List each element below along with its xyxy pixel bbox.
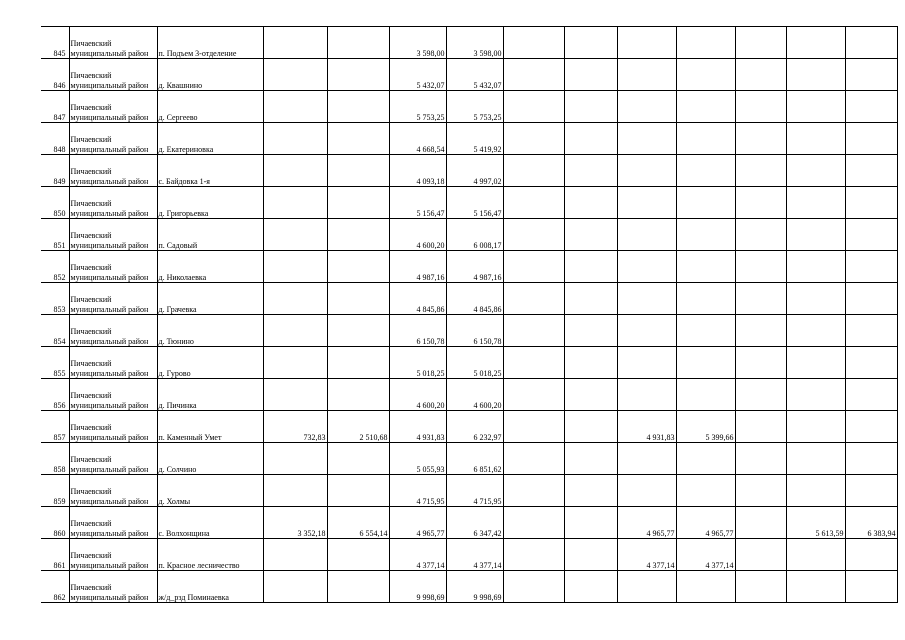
value-cell-12	[735, 475, 786, 507]
row-number: 853	[41, 283, 69, 315]
value-cell-10	[617, 571, 676, 603]
value-cell-9	[564, 219, 617, 251]
value-cell-12	[735, 347, 786, 379]
value-cell-4	[263, 251, 327, 283]
table-row	[41, 411, 897, 443]
value-cell-14	[845, 251, 897, 283]
value-cell-14	[845, 27, 897, 59]
value-cell-8	[503, 27, 564, 59]
value-cell-13	[786, 475, 845, 507]
row-number: 859	[41, 475, 69, 507]
district-cell: Пичаевский муниципальный район	[69, 347, 157, 379]
value-cell-5	[327, 347, 389, 379]
value-cell-6: 4 965,77	[389, 507, 446, 539]
value-cell-11: 4 377,14	[676, 539, 735, 571]
value-cell-6: 4 600,20	[389, 219, 446, 251]
value-cell-6: 3 598,00	[389, 27, 446, 59]
value-cell-14	[845, 59, 897, 91]
settlement-cell: д. Николаевка	[157, 251, 263, 283]
value-cell-10	[617, 347, 676, 379]
value-cell-10	[617, 475, 676, 507]
settlement-cell: п. Каменный Умет	[157, 411, 263, 443]
table-row	[41, 539, 897, 571]
value-cell-13	[786, 187, 845, 219]
value-cell-8	[503, 123, 564, 155]
value-cell-8	[503, 411, 564, 443]
value-cell-10	[617, 251, 676, 283]
value-cell-11	[676, 347, 735, 379]
value-cell-6: 5 753,25	[389, 91, 446, 123]
district-cell: Пичаевский муниципальный район	[69, 219, 157, 251]
value-cell-6: 4 600,20	[389, 379, 446, 411]
district-cell: Пичаевский муниципальный район	[69, 507, 157, 539]
row-number: 849	[41, 155, 69, 187]
value-cell-13	[786, 283, 845, 315]
value-cell-13	[786, 539, 845, 571]
value-cell-7: 6 851,62	[446, 443, 503, 475]
value-cell-14	[845, 283, 897, 315]
settlement-cell: п. Садовый	[157, 219, 263, 251]
value-cell-14	[845, 571, 897, 603]
value-cell-10: 4 377,14	[617, 539, 676, 571]
value-cell-13	[786, 59, 845, 91]
table-row	[41, 155, 897, 187]
value-cell-10	[617, 219, 676, 251]
value-cell-14	[845, 347, 897, 379]
value-cell-13	[786, 571, 845, 603]
table-row	[41, 443, 897, 475]
table-row	[41, 315, 897, 347]
value-cell-7: 5 753,25	[446, 91, 503, 123]
value-cell-7: 5 432,07	[446, 59, 503, 91]
value-cell-4: 732,83	[263, 411, 327, 443]
settlement-cell: с. Байдовка 1-я	[157, 155, 263, 187]
value-cell-4	[263, 571, 327, 603]
value-cell-4	[263, 219, 327, 251]
value-cell-13	[786, 379, 845, 411]
value-cell-8	[503, 443, 564, 475]
value-cell-5	[327, 91, 389, 123]
value-cell-10	[617, 283, 676, 315]
value-cell-13	[786, 347, 845, 379]
value-cell-12	[735, 123, 786, 155]
value-cell-11	[676, 475, 735, 507]
value-cell-5	[327, 539, 389, 571]
value-cell-13	[786, 155, 845, 187]
value-cell-10	[617, 187, 676, 219]
value-cell-5	[327, 251, 389, 283]
value-cell-5	[327, 219, 389, 251]
value-cell-12	[735, 251, 786, 283]
district-cell: Пичаевский муниципальный район	[69, 283, 157, 315]
table-row	[41, 91, 897, 123]
value-cell-8	[503, 315, 564, 347]
value-cell-9	[564, 539, 617, 571]
value-cell-9	[564, 155, 617, 187]
value-cell-5	[327, 155, 389, 187]
value-cell-13	[786, 411, 845, 443]
value-cell-4	[263, 379, 327, 411]
value-cell-5	[327, 379, 389, 411]
value-cell-6: 5 156,47	[389, 187, 446, 219]
value-cell-5	[327, 123, 389, 155]
value-cell-5	[327, 59, 389, 91]
value-cell-4	[263, 27, 327, 59]
value-cell-12	[735, 27, 786, 59]
value-cell-14	[845, 315, 897, 347]
value-cell-9	[564, 283, 617, 315]
value-cell-11	[676, 123, 735, 155]
value-cell-8	[503, 91, 564, 123]
settlement-cell: с. Волхонщина	[157, 507, 263, 539]
value-cell-11	[676, 187, 735, 219]
value-cell-5	[327, 27, 389, 59]
row-number: 857	[41, 411, 69, 443]
value-cell-9	[564, 475, 617, 507]
district-cell: Пичаевский муниципальный район	[69, 379, 157, 411]
value-cell-14	[845, 187, 897, 219]
value-cell-7: 5 156,47	[446, 187, 503, 219]
value-cell-8	[503, 571, 564, 603]
row-number: 862	[41, 571, 69, 603]
value-cell-9	[564, 411, 617, 443]
value-cell-5	[327, 187, 389, 219]
value-cell-10	[617, 91, 676, 123]
settlement-cell: д. Гурово	[157, 347, 263, 379]
value-cell-13	[786, 251, 845, 283]
value-cell-8	[503, 539, 564, 571]
settlement-cell: п. Подъем 3-отделение	[157, 27, 263, 59]
value-cell-9	[564, 347, 617, 379]
value-cell-13	[786, 315, 845, 347]
value-cell-4	[263, 155, 327, 187]
settlement-cell: д. Екатериновка	[157, 123, 263, 155]
value-cell-9	[564, 123, 617, 155]
value-cell-9	[564, 315, 617, 347]
value-cell-14	[845, 411, 897, 443]
value-cell-11	[676, 155, 735, 187]
value-cell-9	[564, 91, 617, 123]
value-cell-6: 4 668,54	[389, 123, 446, 155]
value-cell-8	[503, 187, 564, 219]
value-cell-6: 6 150,78	[389, 315, 446, 347]
value-cell-9	[564, 507, 617, 539]
value-cell-14	[845, 475, 897, 507]
settlement-cell: д. Тюнино	[157, 315, 263, 347]
value-cell-7: 5 419,92	[446, 123, 503, 155]
district-cell: Пичаевский муниципальный район	[69, 539, 157, 571]
value-cell-6: 4 093,18	[389, 155, 446, 187]
value-cell-5	[327, 571, 389, 603]
table-row	[41, 379, 897, 411]
value-cell-12	[735, 187, 786, 219]
table-row	[41, 571, 897, 603]
value-cell-13	[786, 443, 845, 475]
row-number: 856	[41, 379, 69, 411]
value-cell-4	[263, 59, 327, 91]
value-cell-8	[503, 379, 564, 411]
value-cell-13	[786, 91, 845, 123]
settlement-cell: д. Грачевка	[157, 283, 263, 315]
value-cell-7: 5 018,25	[446, 347, 503, 379]
table-row	[41, 507, 897, 539]
value-cell-14	[845, 219, 897, 251]
value-cell-10	[617, 27, 676, 59]
value-cell-6: 4 987,16	[389, 251, 446, 283]
value-cell-5	[327, 475, 389, 507]
value-cell-12	[735, 443, 786, 475]
table-row	[41, 251, 897, 283]
value-cell-7: 4 600,20	[446, 379, 503, 411]
value-cell-14	[845, 443, 897, 475]
district-cell: Пичаевский муниципальный район	[69, 443, 157, 475]
value-cell-4	[263, 443, 327, 475]
value-cell-4	[263, 123, 327, 155]
value-cell-9	[564, 187, 617, 219]
settlement-cell: д. Григорьевка	[157, 187, 263, 219]
value-cell-14	[845, 155, 897, 187]
table-row	[41, 27, 897, 59]
settlement-cell: д. Квашнино	[157, 59, 263, 91]
value-cell-11: 4 965,77	[676, 507, 735, 539]
district-cell: Пичаевский муниципальный район	[69, 155, 157, 187]
district-cell: Пичаевский муниципальный район	[69, 91, 157, 123]
row-number: 855	[41, 347, 69, 379]
value-cell-14: 6 383,94	[845, 507, 897, 539]
value-cell-6: 5 432,07	[389, 59, 446, 91]
value-cell-10	[617, 155, 676, 187]
value-cell-5: 2 510,68	[327, 411, 389, 443]
value-cell-8	[503, 251, 564, 283]
value-cell-7: 6 150,78	[446, 315, 503, 347]
district-cell: Пичаевский муниципальный район	[69, 475, 157, 507]
value-cell-14	[845, 91, 897, 123]
value-cell-7: 6 347,42	[446, 507, 503, 539]
value-cell-8	[503, 283, 564, 315]
value-cell-7: 4 997,02	[446, 155, 503, 187]
value-cell-7: 9 998,69	[446, 571, 503, 603]
value-cell-9	[564, 443, 617, 475]
district-cell: Пичаевский муниципальный район	[69, 27, 157, 59]
value-cell-12	[735, 91, 786, 123]
row-number: 845	[41, 27, 69, 59]
value-cell-12	[735, 59, 786, 91]
settlement-cell: д. Сергеево	[157, 91, 263, 123]
value-cell-13: 5 613,59	[786, 507, 845, 539]
row-number: 848	[41, 123, 69, 155]
value-cell-10: 4 965,77	[617, 507, 676, 539]
value-cell-12	[735, 571, 786, 603]
value-cell-7: 4 987,16	[446, 251, 503, 283]
value-cell-11	[676, 27, 735, 59]
value-cell-7: 6 008,17	[446, 219, 503, 251]
district-cell: Пичаевский муниципальный район	[69, 571, 157, 603]
value-cell-12	[735, 379, 786, 411]
value-cell-11	[676, 283, 735, 315]
table-row	[41, 475, 897, 507]
value-cell-13	[786, 219, 845, 251]
table-row	[41, 59, 897, 91]
value-cell-10	[617, 443, 676, 475]
value-cell-6: 5 055,93	[389, 443, 446, 475]
value-cell-14	[845, 379, 897, 411]
value-cell-4: 3 352,18	[263, 507, 327, 539]
value-cell-11	[676, 59, 735, 91]
value-cell-6: 9 998,69	[389, 571, 446, 603]
value-cell-14	[845, 539, 897, 571]
district-cell: Пичаевский муниципальный район	[69, 315, 157, 347]
value-cell-4	[263, 315, 327, 347]
table-row	[41, 219, 897, 251]
district-cell: Пичаевский муниципальный район	[69, 251, 157, 283]
settlement-cell: д. Пичинка	[157, 379, 263, 411]
value-cell-8	[503, 219, 564, 251]
value-cell-11	[676, 379, 735, 411]
value-cell-12	[735, 411, 786, 443]
table-row	[41, 123, 897, 155]
value-cell-10: 4 931,83	[617, 411, 676, 443]
value-cell-5: 6 554,14	[327, 507, 389, 539]
settlement-cell: д. Холмы	[157, 475, 263, 507]
value-cell-7: 3 598,00	[446, 27, 503, 59]
value-cell-11	[676, 315, 735, 347]
value-cell-10	[617, 315, 676, 347]
value-cell-9	[564, 571, 617, 603]
value-cell-4	[263, 283, 327, 315]
value-cell-10	[617, 379, 676, 411]
district-cell: Пичаевский муниципальный район	[69, 123, 157, 155]
value-cell-6: 4 845,86	[389, 283, 446, 315]
district-cell: Пичаевский муниципальный район	[69, 59, 157, 91]
value-cell-7: 6 232,97	[446, 411, 503, 443]
row-number: 851	[41, 219, 69, 251]
value-cell-6: 5 018,25	[389, 347, 446, 379]
value-cell-4	[263, 539, 327, 571]
row-number: 850	[41, 187, 69, 219]
table-row	[41, 187, 897, 219]
value-cell-4	[263, 91, 327, 123]
value-cell-9	[564, 379, 617, 411]
value-cell-7: 4 715,95	[446, 475, 503, 507]
value-cell-6: 4 377,14	[389, 539, 446, 571]
value-cell-9	[564, 251, 617, 283]
value-cell-11	[676, 91, 735, 123]
value-cell-12	[735, 539, 786, 571]
settlement-cell: п. Красное лесничество	[157, 539, 263, 571]
value-cell-8	[503, 155, 564, 187]
table-row	[41, 283, 897, 315]
value-cell-4	[263, 187, 327, 219]
value-cell-4	[263, 347, 327, 379]
settlement-cell: д. Солчино	[157, 443, 263, 475]
value-cell-8	[503, 59, 564, 91]
value-cell-14	[845, 123, 897, 155]
row-number: 846	[41, 59, 69, 91]
value-cell-5	[327, 315, 389, 347]
value-cell-8	[503, 347, 564, 379]
tariff-table	[41, 26, 898, 603]
value-cell-12	[735, 283, 786, 315]
district-cell: Пичаевский муниципальный район	[69, 411, 157, 443]
value-cell-4	[263, 475, 327, 507]
table-body	[41, 27, 897, 603]
value-cell-12	[735, 219, 786, 251]
value-cell-7: 4 377,14	[446, 539, 503, 571]
value-cell-13	[786, 123, 845, 155]
row-number: 852	[41, 251, 69, 283]
value-cell-5	[327, 443, 389, 475]
value-cell-11	[676, 219, 735, 251]
value-cell-9	[564, 59, 617, 91]
value-cell-6: 4 715,95	[389, 475, 446, 507]
table-row	[41, 347, 897, 379]
district-cell: Пичаевский муниципальный район	[69, 187, 157, 219]
value-cell-7: 4 845,86	[446, 283, 503, 315]
value-cell-11	[676, 443, 735, 475]
row-number: 847	[41, 91, 69, 123]
value-cell-9	[564, 27, 617, 59]
value-cell-11	[676, 571, 735, 603]
value-cell-11	[676, 251, 735, 283]
value-cell-10	[617, 123, 676, 155]
value-cell-5	[327, 283, 389, 315]
value-cell-6: 4 931,83	[389, 411, 446, 443]
row-number: 858	[41, 443, 69, 475]
row-number: 860	[41, 507, 69, 539]
row-number: 854	[41, 315, 69, 347]
settlement-cell: ж/д_рзд Поминаевка	[157, 571, 263, 603]
value-cell-12	[735, 507, 786, 539]
value-cell-13	[786, 27, 845, 59]
row-number: 861	[41, 539, 69, 571]
value-cell-10	[617, 59, 676, 91]
value-cell-11: 5 399,66	[676, 411, 735, 443]
value-cell-8	[503, 475, 564, 507]
value-cell-12	[735, 315, 786, 347]
value-cell-8	[503, 507, 564, 539]
value-cell-12	[735, 155, 786, 187]
